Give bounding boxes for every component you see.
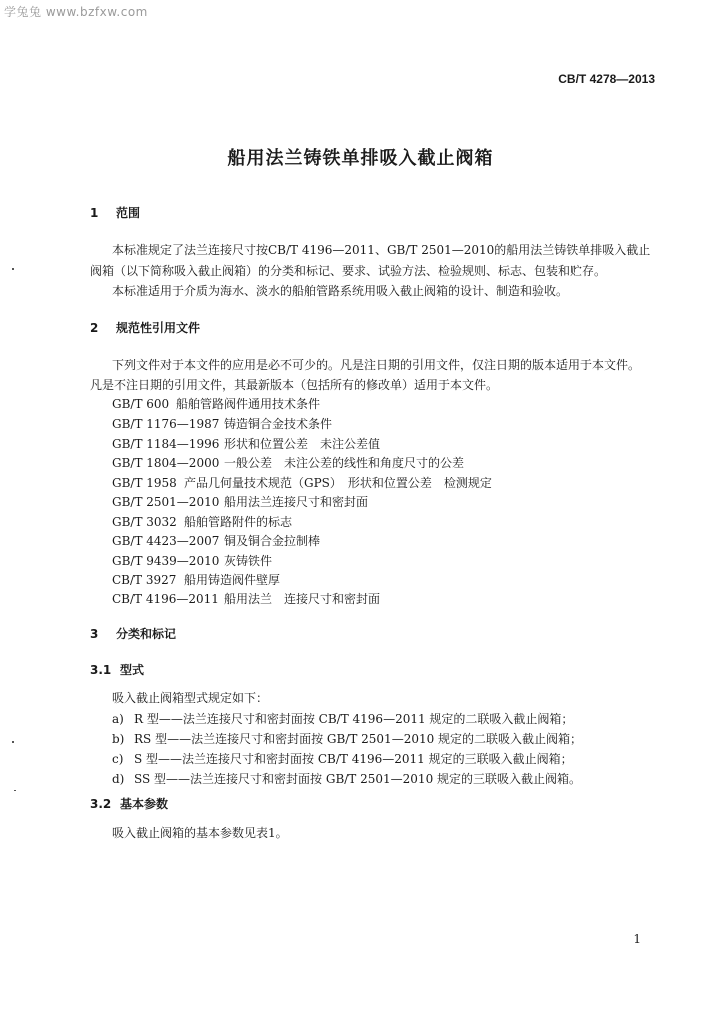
standard-code: CB/T 4278—2013 — [558, 72, 655, 86]
subsection-3-2-heading — [90, 797, 168, 811]
reference-code: GB/T 1176—1987 — [112, 417, 220, 431]
list-item — [112, 712, 573, 726]
section-1-para1-line2: 阀箱（以下简称吸入截止阀箱）的分类和标记、要求、试验方法、检验规则、标志、包装和贮存。 — [90, 264, 607, 278]
list-item-label: b) — [112, 732, 125, 746]
list-item-label: c) — [112, 752, 124, 766]
subsection-3-1-number: 3.1 — [90, 663, 112, 677]
reference-item — [112, 534, 320, 548]
list-item-label: a) — [112, 712, 124, 726]
section-3-title: 分类和标记 — [116, 627, 177, 641]
reference-title: 铸造铜合金技术条件 — [224, 417, 333, 431]
reference-item — [112, 417, 332, 431]
reference-code: GB/T 1958 — [112, 476, 177, 490]
subsection-3-2-text: 吸入截止阀箱的基本参数见表1。 — [112, 826, 288, 840]
section-3-heading — [90, 627, 176, 641]
reference-item — [112, 554, 272, 568]
reference-title: 产品几何量技术规范（GPS） 形状和位置公差 检测规定 — [184, 476, 492, 490]
list-item-text: S 型——法兰连接尺寸和密封面按 CB/T 4196—2011 规定的三联吸入截止阀箱； — [134, 752, 573, 766]
subsection-3-1-title: 型式 — [120, 663, 145, 677]
reference-item — [112, 592, 380, 606]
reference-code: GB/T 2501—2010 — [112, 495, 220, 509]
reference-item — [112, 515, 292, 529]
reference-code: CB/T 4196—2011 — [112, 592, 219, 606]
reference-title: 船舶管路阀件通用技术条件 — [176, 397, 321, 411]
section-2-number: 2 — [90, 321, 99, 335]
reference-item — [112, 437, 380, 451]
reference-code: GB/T 1804—2000 — [112, 456, 220, 470]
reference-title: 船舶管路附件的标志 — [184, 515, 293, 529]
list-item-text: RS 型——法兰连接尺寸和密封面按 GB/T 2501—2010 规定的二联吸入截止阀箱； — [134, 732, 583, 746]
reference-title: 灰铸铁件 — [224, 554, 273, 568]
section-2-intro-line1: 下列文件对于本文件的应用是必不可少的。凡是注日期的引用文件，仅注日期的版本适用于本文件。 — [112, 358, 641, 372]
reference-title: 铜及铜合金拉制棒 — [224, 534, 321, 548]
list-item-text: SS 型——法兰连接尺寸和密封面按 GB/T 2501—2010 规定的三联吸入截止阀箱。 — [134, 772, 582, 786]
reference-title: 船用法兰 连接尺寸和密封面 — [224, 592, 381, 606]
reference-title: 船用法兰连接尺寸和密封面 — [224, 495, 369, 509]
reference-code: GB/T 600 — [112, 397, 170, 411]
section-1-para1-line1: 本标准规定了法兰连接尺寸按CB/T 4196—2011、GB/T 2501—2010的船用法兰铸铁单排吸入截止 — [112, 243, 651, 257]
list-item-label: d) — [112, 772, 125, 786]
reference-item — [112, 456, 464, 470]
reference-code: GB/T 3032 — [112, 515, 177, 529]
section-1-heading — [90, 206, 140, 220]
reference-code: GB/T 9439—2010 — [112, 554, 220, 568]
page-number: 1 — [633, 932, 641, 946]
reference-item — [112, 573, 280, 587]
subsection-3-1-intro: 吸入截止阀箱型式规定如下： — [112, 691, 269, 705]
scan-artifact — [12, 741, 14, 743]
reference-code: GB/T 4423—2007 — [112, 534, 220, 548]
subsection-3-2-title: 基本参数 — [120, 797, 169, 811]
reference-item — [112, 495, 368, 509]
reference-code: GB/T 1184—1996 — [112, 437, 220, 451]
reference-item — [112, 476, 492, 490]
section-2-heading — [90, 321, 200, 335]
reference-title: 形状和位置公差 未注公差值 — [224, 437, 381, 451]
watermark: 学兔兔 www.bzfxw.com — [4, 5, 148, 19]
section-1-para2: 本标准适用于介质为海水、淡水的船舶管路系统用吸入截止阀箱的设计、制造和验收。 — [112, 284, 569, 298]
reference-title: 一般公差 未注公差的线性和角度尺寸的公差 — [224, 456, 465, 470]
list-item — [112, 752, 573, 766]
reference-title: 船用铸造阀件壁厚 — [184, 573, 281, 587]
section-1-number: 1 — [90, 206, 99, 220]
section-2-intro-line2: 凡是不注日期的引用文件，其最新版本（包括所有的修改单）适用于本文件。 — [90, 378, 499, 392]
subsection-3-2-number: 3.2 — [90, 797, 112, 811]
reference-item — [112, 397, 320, 411]
scan-artifact — [12, 268, 14, 270]
section-1-title: 范围 — [116, 206, 141, 220]
section-3-number: 3 — [90, 627, 99, 641]
list-item-text: R 型——法兰连接尺寸和密封面按 CB/T 4196—2011 规定的二联吸入截止阀箱； — [134, 712, 574, 726]
scan-artifact — [14, 790, 16, 791]
reference-code: CB/T 3927 — [112, 573, 177, 587]
subsection-3-1-heading — [90, 663, 144, 677]
list-item — [112, 732, 582, 746]
document-title: 船用法兰铸铁单排吸入截止阀箱 — [227, 148, 494, 169]
list-item — [112, 772, 581, 786]
section-2-title: 规范性引用文件 — [116, 321, 201, 335]
